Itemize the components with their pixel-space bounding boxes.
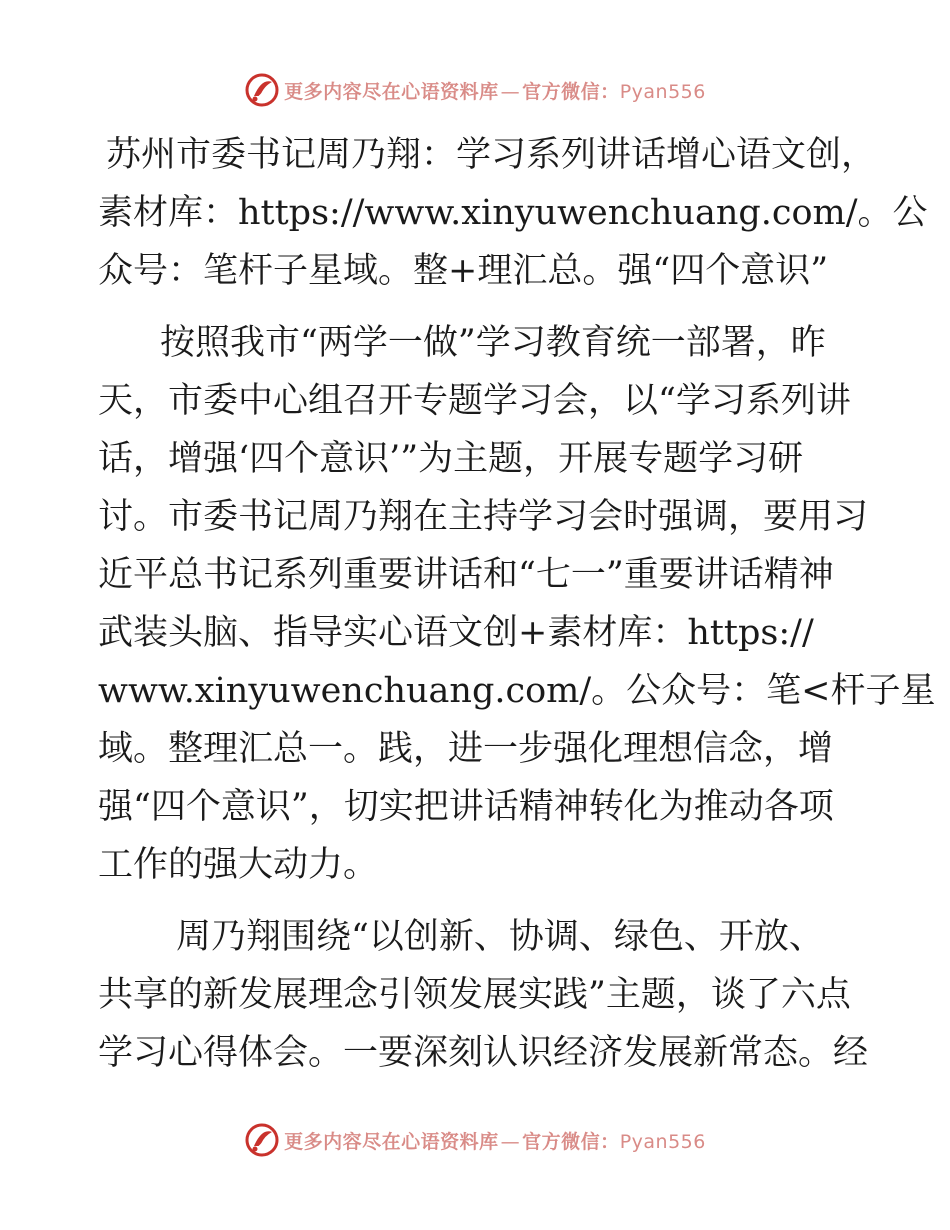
banner-label: 更多内容尽在心语资料库 [284, 80, 499, 103]
banner-wechat-label: 官方微信： [522, 80, 620, 103]
banner-dash: — [500, 80, 521, 103]
text-line: 武装头脑、指导实心语文创+素材库：https:// [98, 613, 814, 653]
paragraph [98, 314, 936, 894]
banner-text [284, 77, 706, 104]
banner-label: 更多内容尽在心语资料库 [284, 1130, 499, 1153]
header-banner [0, 70, 950, 110]
text-line: 素材库：https://www.xinyuwenchuang.com/。公 [98, 193, 928, 233]
text-line: 天，市委中心组召开专题学习会，以“学习系列讲 [98, 381, 851, 421]
banner-text [284, 1127, 706, 1154]
paragraph [98, 126, 928, 300]
text-line: 学习心得体会。一要深刻认识经济发展新常态。经 [98, 1033, 869, 1073]
text-line: 强“四个意识”，切实把讲话精神转化为推动各项 [98, 787, 834, 827]
text-line: 工作的强大动力。 [98, 845, 379, 885]
text-line: 共享的新发展理念引领发展实践”主题，谈了六点 [98, 975, 851, 1015]
text-line: 按照我市“两学一做”学习教育统一部署，昨 [160, 323, 826, 363]
document-body [98, 126, 936, 1082]
paragraph [98, 908, 869, 1082]
text-line: 周乃翔围绕“以创新、协调、绿色、开放、 [176, 917, 824, 957]
text-line: 苏州市委书记周乃翔：学习系列讲话增心语文创， [106, 135, 877, 175]
text-line: 话，增强‘四个意识’”为主题，开展专题学习研 [98, 439, 804, 479]
banner-dash: — [500, 1130, 521, 1153]
banner-wechat-id: Pyan556 [619, 1130, 706, 1153]
banner-wechat-id: Pyan556 [619, 80, 706, 103]
brand-logo-icon [244, 1122, 280, 1158]
text-line: www.xinyuwenchuang.com/。公众号：笔<杆子星 [98, 671, 936, 711]
text-line: 近平总书记系列重要讲话和“七一”重要讲话精神 [98, 555, 834, 595]
banner-wechat-label: 官方微信： [522, 1130, 620, 1153]
text-line: 讨。市委书记周乃翔在主持学习会时强调，要用习 [98, 497, 869, 537]
text-line: 域。整理汇总一。践，进一步强化理想信念，增 [98, 729, 834, 769]
brand-logo-icon [244, 72, 280, 108]
text-line: 众号：笔杆子星域。整+理汇总。强“四个意识” [98, 251, 829, 291]
footer-banner [0, 1120, 950, 1160]
